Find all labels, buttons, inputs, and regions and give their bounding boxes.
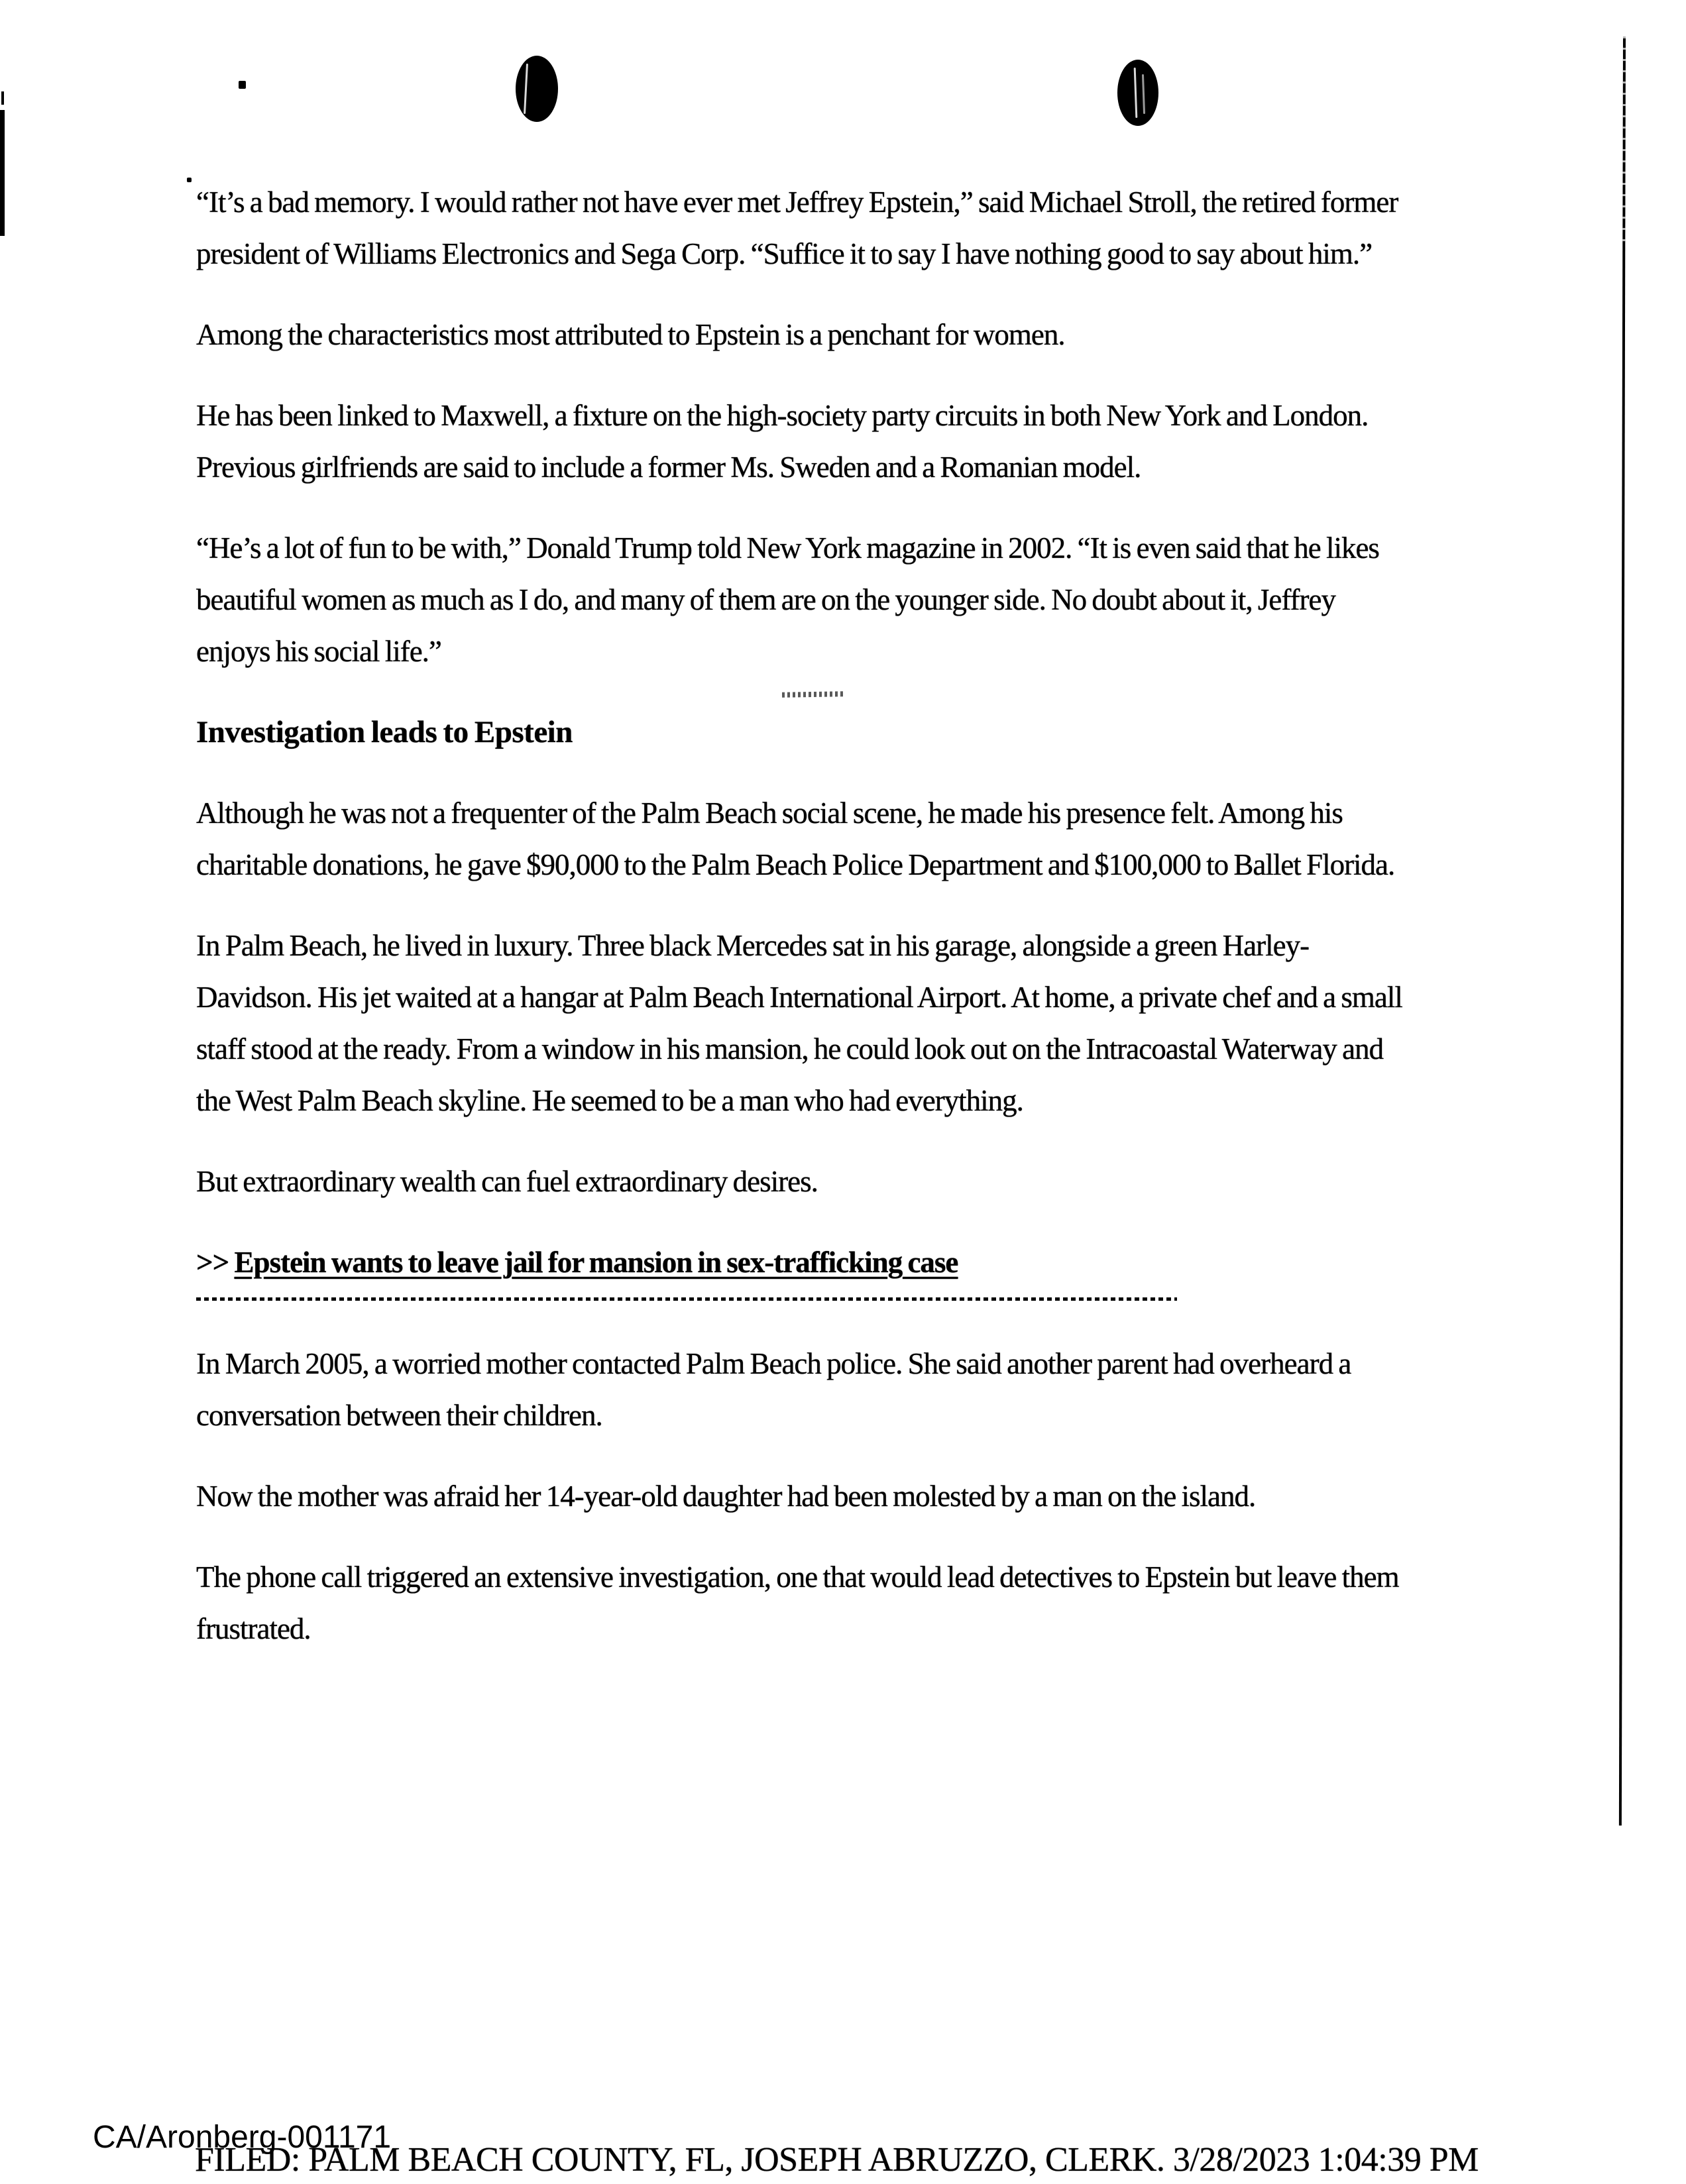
scan-line-dashes xyxy=(1622,36,1626,248)
related-link-heading xyxy=(196,1236,1409,1301)
paragraph-phone-call: The phone call triggered an extensive investigation, one that would lead detectives to Epstein but leave them frustrated. xyxy=(196,1560,1399,1645)
paragraph-characteristics: Among the characteristics most attributed to Epstein is a penchant for women. xyxy=(196,318,1065,351)
hole-punch-highlight xyxy=(524,64,528,114)
hole-punch-highlight xyxy=(1142,74,1145,114)
section-heading-investigation: Investigation leads to Epstein xyxy=(196,715,573,749)
court-filing-stamp: FILED: PALM BEACH COUNTY, FL, JOSEPH ABRUZZO, CLERK. 3/28/2023 1:04:39 PM xyxy=(195,2141,1479,2179)
link-chevrons: >> xyxy=(196,1246,235,1279)
paragraph-mother-afraid: Now the mother was afraid her 14-year-old daughter had been molested by a man on the island. xyxy=(196,1480,1256,1513)
paragraph-march-2005: In March 2005, a worried mother contacted Palm Beach police. She said another parent had overheard a conversation between their children. xyxy=(196,1347,1351,1432)
hole-punch-highlight xyxy=(1134,68,1138,118)
hole-punch-mark-icon xyxy=(516,56,558,122)
scan-speck-icon xyxy=(239,81,246,89)
dotted-underline-rule xyxy=(196,1297,1177,1301)
bates-number-label: CA/Aronberg-001171 xyxy=(93,2120,392,2155)
hole-punch-mark-icon xyxy=(1117,60,1158,126)
article-body xyxy=(196,176,1409,1684)
paragraph-trump-quote: “He’s a lot of fun to be with,” Donald Trump told New York magazine in 2002. “It is even said that he likes beautiful women as much as I do, and many of them are on the younger side. No doubt about it, Jeffrey enjoys his social life.” xyxy=(196,531,1379,668)
paragraph-maxwell: He has been linked to Maxwell, a fixture on the high-society party circuits in both New York and London. Previous girlfriends are said to include a former Ms. Sweden and a Romanian model. xyxy=(196,399,1369,484)
paragraph-wealth-desires: But extraordinary wealth can fuel extraordinary desires. xyxy=(196,1165,818,1198)
paragraph-donations: Although he was not a frequenter of the Palm Beach social scene, he made his presence felt. Among his charitable donations, he gave $90,000 to the Palm Beach Police Department and $100,000 to Ballet Florida. xyxy=(196,796,1395,881)
left-edge-scan-bar xyxy=(0,110,5,236)
related-article-link: Epstein wants to leave jail for mansion in sex-trafficking case xyxy=(234,1246,958,1279)
paragraph-stroll-quote: “It’s a bad memory. I would rather not have ever met Jeffrey Epstein,” said Michael Stroll, the retired former president of Williams Electronics and Sega Corp. “Suffice it to say I have nothing good to say about him.” xyxy=(196,186,1398,270)
paragraph-luxury: In Palm Beach, he lived in luxury. Three black Mercedes sat in his garage, alongside a green Harley-Davidson. His jet waited at a hangar at Palm Beach International Airport. At home, a private chef and a small staff stood at the ready. From a window in his mansion, he could look out on the Intracoastal Waterway and the West Palm Beach skyline. He seemed to be a man who had everything. xyxy=(196,929,1402,1117)
right-edge-scan-line xyxy=(1619,36,1626,1826)
scan-speck-icon xyxy=(187,178,192,182)
